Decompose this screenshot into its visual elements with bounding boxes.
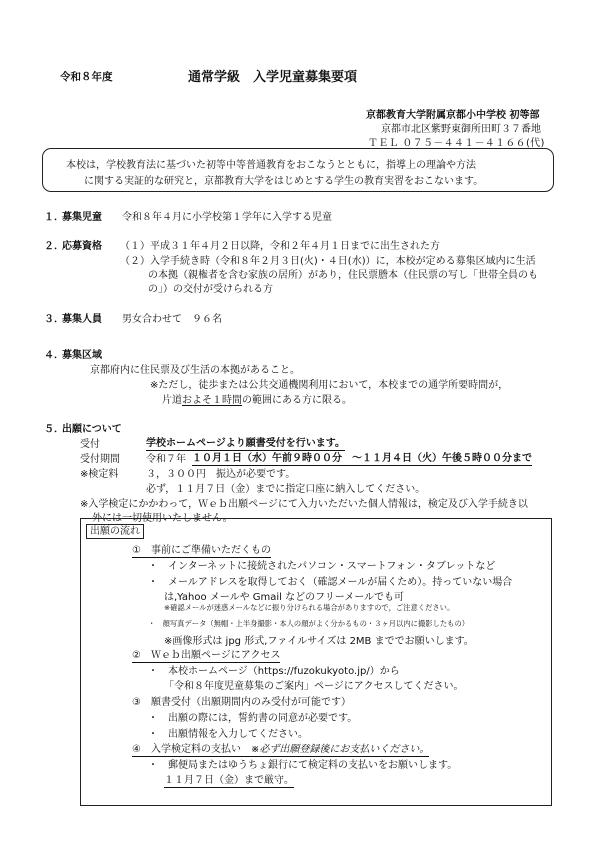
flow-step-2-title: ② Ｗｅｂ出願ページにアクセス [132, 646, 280, 663]
page-title: 通常学級 入学児童募集要項 [188, 70, 358, 85]
section-2-item-2-line-1: （２）入学手続き時（令和８年２月３日(火)・４日(水)）に，本校が定める募集区域内に生活 [120, 256, 536, 267]
reception-text: 学校ホームページより願書受付を行います。 [146, 434, 345, 451]
section-3-text: 男女合わせて ９６名 [122, 314, 222, 325]
flow-step-1-bullet-3: ・ 顔写真データ（無帽・上半身撮影・本人の顔がよく分かるもの・３ヶ月以内に撮影したもの） [148, 619, 470, 628]
header-year: 令和８年度 [60, 71, 113, 83]
intro-line-2: に関する実証的な研究と，京都教育大学をはじめとする学生の教育実習をおこないます。 [84, 176, 484, 187]
flow-step-1-bullet-3-note: ※画像形式は jpg 形式,ファイルサイズは 2MB まででお願いします。 [164, 636, 474, 647]
intro-line-1: 本校は，学校教育法に基づいた初等中等普通教育をおこなうとともに，指導上の理論や方法 [66, 160, 476, 171]
section-3-number: ３． [44, 314, 64, 325]
privacy-line-2: 外には一切使用いたしません。 [92, 513, 233, 524]
period-text: １０月１日（水）午前９時００分 ～１１月４日（火）午後５時００分まで [192, 449, 532, 466]
flow-step-3-title: ③ 願書受付（出願期間内のみ受付が可能です） [132, 697, 351, 708]
flow-step-3-bullet-2: ・ 出願情報を入力してください。 [148, 729, 308, 740]
section-4-note-line-2: 片道およそ１時間の範囲にある方に限る。 [162, 395, 352, 406]
flow-step-1-bullet-2: ・ メールアドレスを取得しておく（確認メールが届くため）。持っていない場合 [148, 577, 513, 588]
flow-step-4-note: ※必ず出願登録後にお支払いください。 [250, 744, 430, 755]
section-5-number: ５． [44, 424, 64, 435]
section-2-number: ２． [44, 241, 64, 252]
section-4-text: 京都府内に住民票及び生活の本拠があること。 [90, 365, 300, 376]
school-tel: ＴＥＬ ０７５－４４１－４１６６(代) [368, 138, 545, 149]
flow-step-4-bullet-1: ・ 郵便局またはゆうちょ銀行にて検定料の支払いをお願いします。 [148, 760, 458, 771]
privacy-line-1: ※入学検定にかかわって，Ｗｅｂ出願ページにて入力いただいた個人情報は，検定及び入学手続き以 [80, 499, 528, 510]
section-3-title: 募集人員 [62, 314, 102, 325]
fee-note: 必ず，１１月７日（金）までに指定口座に納入してください。 [146, 484, 426, 495]
flow-step-4-deadline: １１月７日（金）まで厳守。 [164, 771, 294, 788]
flow-step-2-bullet-1-cont: 「令和８年度児童募集のご案内」ページにアクセスしてください。 [164, 681, 464, 692]
flow-step-1-bullet-2-note: ※確認メールが迷惑メールなどに振り分けられる場合がありますので，ご注意ください。 [164, 603, 455, 612]
section-1-number: １． [44, 212, 64, 223]
reception-label: 受付 [80, 439, 100, 450]
fee-text: ３，３００円 振込が必要です。 [146, 469, 296, 480]
section-1-title: 募集児童 [62, 212, 102, 223]
section-4-title: 募集区域 [62, 350, 102, 361]
section-2-item-2-line-2: の本拠（親権者を含む家族の居所）があり，住民票謄本（住民票の写し「世帯全員のも [148, 270, 538, 281]
section-4-number: ４． [44, 350, 64, 361]
section-5-title: 出願について [62, 424, 122, 435]
application-flow-label: 出願の流れ [86, 524, 144, 539]
flow-step-1-bullet-1: ・ インターネットに接続されたパソコン・スマートフォン・タブレットなど [148, 561, 496, 572]
period-label: 受付期間 [80, 454, 120, 465]
flow-step-3-bullet-1: ・ 出願の際には，誓約書の同意が必要です。 [148, 713, 358, 724]
section-2-item-1: （１）平成３１年４月２日以降，令和２年４月１日までに出生された方 [120, 241, 440, 252]
fee-label: ※検定料 [80, 469, 119, 480]
flow-step-4-title: ④ 入学検定料の支払い ※必ず出願登録後にお支払いください。 [132, 740, 429, 757]
section-4-note-line-1: ※ただし，徒歩または公共交通機関利用において，本校までの通学所要時間が， [150, 380, 509, 391]
school-name: 京都教育大学附属京都小中学校 初等部 [366, 110, 540, 121]
section-2-item-2-line-3: の」）の交付が受けられる方 [148, 284, 273, 295]
flow-step-1-bullet-2-cont: は,Yahoo メールや Gmail などのフリーメールでも可 [164, 592, 405, 603]
period-prefix: 令和７年 [146, 454, 186, 465]
flow-step-2-bullet-1: ・ 本校ホームページ（https://fuzokukyoto.jp/）から [148, 666, 400, 677]
school-address: 京都市北区紫野東御所田町３７番地 [381, 124, 541, 135]
flow-step-1-title: ① 事前にご準備いただくもの [132, 541, 271, 558]
section-1-text: 令和８年４月に小学校第１学年に入学する児童 [122, 212, 332, 223]
section-2-title: 応募資格 [62, 241, 102, 252]
